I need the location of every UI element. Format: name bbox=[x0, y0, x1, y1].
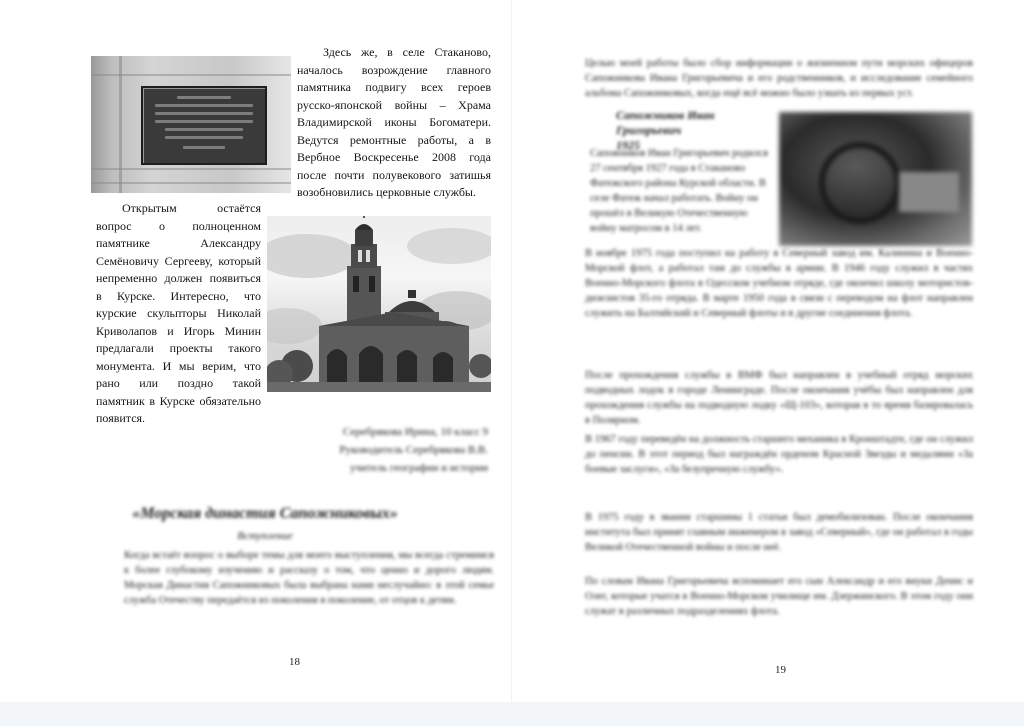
author-signature-2: Руководитель Серебрякова В.В. bbox=[339, 444, 488, 456]
author-signature-3: учитель географии и истории bbox=[350, 462, 488, 474]
page-number-left: 18 bbox=[289, 656, 300, 668]
church-photo bbox=[267, 216, 491, 392]
church-restoration-paragraph bbox=[297, 44, 491, 202]
monument-paragraph bbox=[96, 200, 261, 428]
bio-paragraph-5: По словам Ивана Григорьевича вспоминает его сын Александр и его внуки Денис и Олег, которые учатся в Военно-Морском училище им. Дзержинского. В этом году они служат в различных подразделениях флота. bbox=[585, 576, 973, 617]
church-illustration bbox=[267, 216, 491, 392]
monument-text: Открытым остаётся вопрос о полноценном памятнике Александру Семёновичу Сергееву, который непременно должен появиться в Курске. Интересно, что курские скульпторы Николай Криволапов и Игорь Минин предлагали проекты такого монумента. И мы верим, что рано или поздно такой памятник в Курске обязательно появится. bbox=[96, 201, 261, 425]
scan-bottom-edge bbox=[0, 702, 1024, 726]
author-signature-1: Серебрякова Ирина, 10 класс 9 bbox=[343, 426, 488, 438]
bronze-plaque bbox=[141, 86, 267, 165]
person-name: Сапожников Иван Григорьевич bbox=[616, 108, 715, 137]
person-heading-year: 1925 bbox=[616, 138, 640, 152]
right-intro-paragraph: Целью моей работы было сбор информации о жизненном пути морских офицеров Сапожникова Ивана Григорьевича и его родственников, и исследование семейного альбома Сапожниковых, когда ещё всё можно было узнать из первых уст. bbox=[585, 58, 973, 99]
bio-paragraph-3: В 1967 году переведён на должность старшего механика в Кронштадте, где он служил до пенсии. В этот период был награждён орденом Красной Звезды и медалями «За боевые заслуги», «За безупречную службу». bbox=[585, 434, 973, 475]
bio-paragraph-4: В 1975 году в звании старшины 1 статьи был демобилизован. После окончания института был принят главным инженером в завод «Северный», где он работал в годы Великой Отечественной войны и после неё. bbox=[585, 512, 973, 553]
article-intro-paragraph: Когда встаёт вопрос о выборе темы для моего выступления, мы всегда стремимся к более глубокому изучению и рассказу о том, что ценно и дорого людям. Морская Династия Сапожниковых была выбрана нами неслучайно: в этой семье служба Отечеству передаётся из поколения в поколение, от отцов к детям. bbox=[124, 550, 494, 606]
church-restoration-text: Здесь же, в селе Стаканово, началось возрождение главного памятника подвигу всех героев русско-японской войны – Храма Владимирской иконы Богоматери. Ведутся ремонтные работы, а в Вербное Воскресенье 2008 года после почти полувекового затишья возобновились церковные службы. bbox=[297, 45, 491, 199]
page-number-right: 19 bbox=[775, 664, 786, 676]
bio-paragraph-2: После прохождения службы в ВМФ был направлен в учебный отряд морских подводных лодок в городе Ленинграде. После окончания учёбы был направлен для прохождения службы на подводную лодку «Щ-103», которая в то время базировалась в Полярном. bbox=[585, 370, 973, 426]
memorial-plaque-photo bbox=[91, 56, 291, 193]
bio-paragraph-1: В ноябре 1975 года поступил на работу в Северный завод им. Калинина и Военно-Морской флот, а работал там до службы в армии. В 1946 году служил в частях Военно-Морского флота в Одесском учебном отряде, где окончил школу мотористов-дизелистов 35-го отряда. В марте 1950 года в связи с переводом на флот направлен служить на Балтийский и Северный флоты и в другие соединения флота. bbox=[585, 248, 973, 319]
archive-photo bbox=[779, 112, 972, 246]
person-bio-paragraph: Сапожников Иван Григорьевич родился 27 сентября 1927 года в Стаканово Фатежского района Курской области. В селе Фатеж начал работать. Войну он прошёл в Великую Отечественную войну матросом в 14 лет. bbox=[590, 148, 768, 234]
article-heading: «Морская династия Сапожниковых» bbox=[132, 505, 398, 522]
article-subheading: Вступление bbox=[237, 530, 293, 542]
